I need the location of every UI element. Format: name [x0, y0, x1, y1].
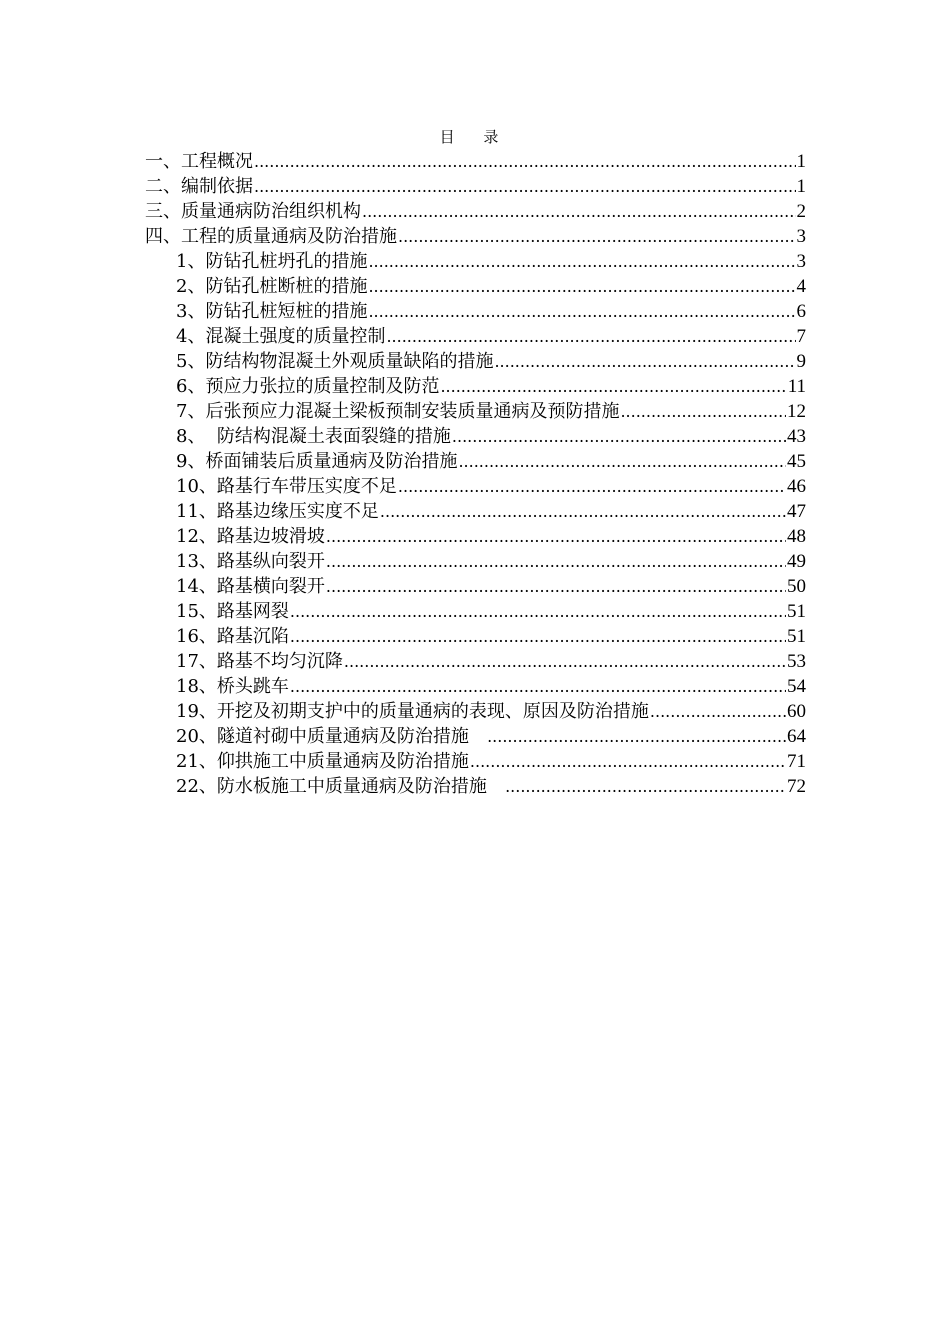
- toc-entry-label: 二、编制依据: [145, 176, 253, 197]
- toc-entry-label: 2、防钻孔桩断桩的措施: [176, 276, 368, 297]
- toc-dot-leader: [505, 774, 786, 799]
- toc-dot-leader: [440, 374, 786, 399]
- toc-dot-leader: [368, 274, 795, 299]
- toc-entry-label: 12、路基边坡滑坡: [176, 526, 325, 547]
- toc-page-number: 46: [787, 476, 806, 497]
- toc-dot-leader: [254, 174, 796, 199]
- toc-entry[interactable]: [145, 174, 806, 199]
- toc-page-number: 43: [787, 426, 806, 447]
- toc-dot-leader: [398, 474, 786, 499]
- toc-entry[interactable]: [145, 349, 806, 374]
- toc-entry-label: 3、防钻孔桩短桩的措施: [176, 301, 368, 322]
- toc-entry[interactable]: [145, 149, 806, 174]
- toc-page-number: 11: [787, 376, 806, 397]
- toc-entry[interactable]: [145, 399, 806, 424]
- toc-title: 目 录: [439, 128, 511, 146]
- toc-entry-label: 7、后张预应力混凝土梁板预制安装质量通病及预防措施: [176, 401, 620, 422]
- toc-dot-leader: [386, 324, 795, 349]
- toc-page-number: 53: [787, 651, 806, 672]
- toc-dot-leader: [290, 599, 786, 624]
- toc-dot-leader: [362, 199, 796, 224]
- toc-entry-label: 11、路基边缘压实度不足: [176, 501, 379, 522]
- toc-entry-label: 14、路基横向裂开: [176, 576, 325, 597]
- toc-page-number: 60: [787, 701, 806, 722]
- toc-entry[interactable]: [145, 624, 806, 649]
- toc-entry[interactable]: [145, 674, 806, 699]
- toc-entry[interactable]: [145, 749, 806, 774]
- toc-dot-leader: [326, 574, 786, 599]
- toc-entry-label: 20、隧道衬砌中质量通病及防治措施: [176, 726, 487, 747]
- toc-entry[interactable]: [145, 249, 806, 274]
- toc-page-number: 1: [796, 151, 806, 172]
- toc-entry-label: 6、预应力张拉的质量控制及防范: [176, 376, 440, 397]
- toc-entry-label: 15、路基网裂: [176, 601, 289, 622]
- toc-dot-leader: [368, 299, 795, 324]
- toc-dot-leader: [458, 449, 786, 474]
- toc-entry[interactable]: [145, 574, 806, 599]
- toc-page-number: 9: [796, 351, 806, 372]
- toc-dot-leader: [470, 749, 786, 774]
- toc-entry-label: 13、路基纵向裂开: [176, 551, 325, 572]
- toc-entry[interactable]: [145, 424, 806, 449]
- toc-page-number: 2: [796, 201, 806, 222]
- toc-entry[interactable]: [145, 374, 806, 399]
- toc-dot-leader: [494, 349, 795, 374]
- toc-page-number: 51: [787, 626, 806, 647]
- toc-entry[interactable]: [145, 299, 806, 324]
- toc-page-number: 48: [787, 526, 806, 547]
- toc-entry[interactable]: [145, 524, 806, 549]
- toc-page-number: 64: [787, 726, 806, 747]
- toc-entry[interactable]: [145, 474, 806, 499]
- toc-entry-label: 四、工程的质量通病及防治措施: [145, 226, 397, 247]
- toc-dot-leader: [326, 524, 786, 549]
- toc-dot-leader: [452, 424, 786, 449]
- toc-entry[interactable]: [145, 274, 806, 299]
- toc-entry[interactable]: [145, 599, 806, 624]
- toc-entry[interactable]: [145, 449, 806, 474]
- toc-page-number: 3: [796, 226, 806, 247]
- table-of-contents: [145, 149, 806, 799]
- toc-dot-leader: [398, 224, 796, 249]
- toc-page-number: 4: [796, 276, 806, 297]
- toc-entry-label: 22、防水板施工中质量通病及防治措施: [176, 776, 505, 797]
- toc-dot-leader: [290, 674, 786, 699]
- toc-entry-label: 三、质量通病防治组织机构: [145, 201, 361, 222]
- toc-entry-label: 8、 防结构混凝土表面裂缝的措施: [176, 426, 451, 447]
- toc-page-number: 6: [796, 301, 806, 322]
- toc-dot-leader: [344, 649, 786, 674]
- toc-entry-label: 9、桥面铺装后质量通病及防治措施: [176, 451, 458, 472]
- toc-entry-label: 4、混凝土强度的质量控制: [176, 326, 386, 347]
- toc-page-number: 49: [787, 551, 806, 572]
- toc-entry-label: 19、开挖及初期支护中的质量通病的表现、原因及防治措施: [176, 701, 649, 722]
- toc-page-number: 47: [787, 501, 806, 522]
- toc-entry[interactable]: [145, 724, 806, 749]
- toc-entry-label: 一、工程概况: [145, 151, 253, 172]
- toc-page-number: 12: [787, 401, 806, 422]
- toc-page-number: 3: [796, 251, 806, 272]
- toc-entry-label: 17、路基不均匀沉降: [176, 651, 343, 672]
- toc-entry[interactable]: [145, 499, 806, 524]
- toc-entry-label: 5、防结构物混凝土外观质量缺陷的措施: [176, 351, 494, 372]
- toc-entry[interactable]: [145, 549, 806, 574]
- toc-page-number: 54: [787, 676, 806, 697]
- toc-dot-leader: [290, 624, 786, 649]
- toc-page-number: 1: [796, 176, 806, 197]
- toc-entry-label: 21、仰拱施工中质量通病及防治措施: [176, 751, 469, 772]
- toc-dot-leader: [650, 699, 786, 724]
- toc-entry[interactable]: [145, 224, 806, 249]
- toc-entry[interactable]: [145, 199, 806, 224]
- toc-entry-label: 10、路基行车带压实度不足: [176, 476, 397, 497]
- toc-dot-leader: [620, 399, 786, 424]
- toc-entry-label: 18、桥头跳车: [176, 676, 289, 697]
- toc-page-number: 45: [787, 451, 806, 472]
- toc-page-number: 72: [787, 776, 806, 797]
- toc-dot-leader: [254, 149, 796, 174]
- toc-entry[interactable]: [145, 649, 806, 674]
- toc-page-number: 7: [796, 326, 806, 347]
- toc-entry-label: 1、防钻孔桩坍孔的措施: [176, 251, 368, 272]
- toc-page-number: 50: [787, 576, 806, 597]
- toc-dot-leader: [326, 549, 786, 574]
- toc-page-number: 71: [787, 751, 806, 772]
- toc-page-number: 51: [787, 601, 806, 622]
- toc-dot-leader: [368, 249, 795, 274]
- toc-entry[interactable]: [145, 699, 806, 724]
- toc-dot-leader: [487, 724, 786, 749]
- toc-entry[interactable]: [145, 774, 806, 799]
- toc-entry-label: 16、路基沉陷: [176, 626, 289, 647]
- toc-entry[interactable]: [145, 324, 806, 349]
- toc-dot-leader: [380, 499, 786, 524]
